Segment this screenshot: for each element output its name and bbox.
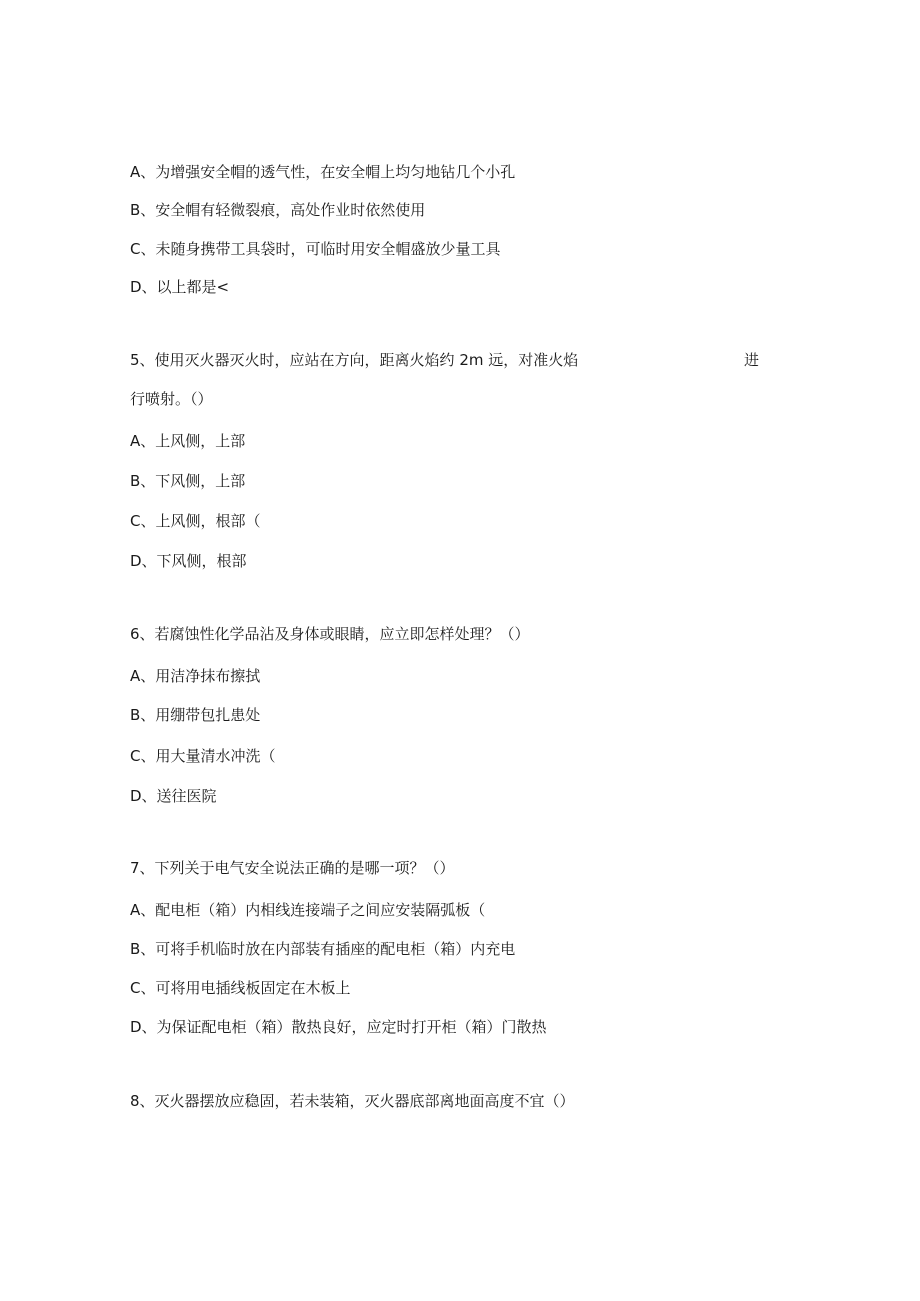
q6-option-b: B、用绷带包扎患处 — [130, 706, 261, 724]
q7-option-a: A、配电柜（箱）内相线连接端子之间应安装隔弧板（ — [130, 901, 486, 919]
q5-option-c: C、上风侧，根部（ — [130, 512, 261, 530]
q6-stem: 6、若腐蚀性化学品沾及身体或眼睛，应立即怎样处理？（） — [130, 625, 530, 643]
q5-option-d: D、下风侧，根部 — [130, 552, 247, 570]
q5-stem-line1-tail: 进 — [744, 351, 760, 369]
q7-option-d: D、为保证配电柜（箱）散热良好，应定时打开柜（箱）门散热 — [130, 1018, 547, 1036]
q4-option-a: A、为增强安全帽的透气性，在安全帽上均匀地钻几个小孔 — [130, 163, 516, 181]
q8-stem: 8、灭火器摆放应稳固，若未装箱，灭火器底部离地面高度不宜（） — [130, 1092, 575, 1110]
q5-stem-line2: 行喷射。（） — [130, 390, 213, 408]
q7-stem: 7、下列关于电气安全说法正确的是哪一项？（） — [130, 859, 455, 877]
q4-option-b: B、安全帽有轻微裂痕，高处作业时依然使用 — [130, 201, 426, 219]
q7-option-b: B、可将手机临时放在内部装有插座的配电柜（箱）内充电 — [130, 940, 516, 958]
q7-option-c: C、可将用电插线板固定在木板上 — [130, 979, 351, 997]
q6-option-c: C、用大量清水冲洗（ — [130, 747, 276, 765]
q4-option-c: C、未随身携带工具袋时，可临时用安全帽盛放少量工具 — [130, 240, 501, 258]
q6-option-a: A、用洁净抹布擦拭 — [130, 667, 261, 685]
q4-option-d: D、以上都是< — [130, 278, 230, 296]
q5-stem-line1: 5、使用灭火器灭火时，应站在方向，距离火焰约 2m 远，对准火焰 — [130, 351, 579, 369]
q6-option-d: D、送往医院 — [130, 787, 217, 805]
q5-option-b: B、下风侧，上部 — [130, 472, 246, 490]
q5-option-a: A、上风侧，上部 — [130, 432, 246, 450]
